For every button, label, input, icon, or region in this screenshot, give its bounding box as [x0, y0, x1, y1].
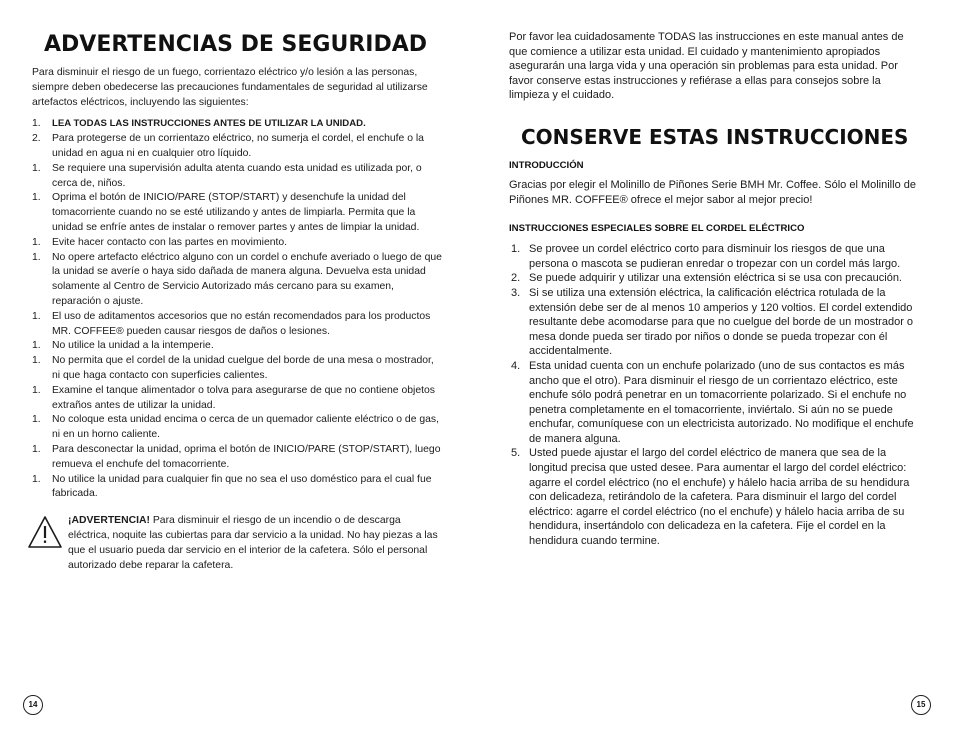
- item-number: 1.: [32, 384, 41, 396]
- page-number-left: 14: [23, 695, 43, 715]
- item-number: 4.: [511, 359, 521, 372]
- item-number: 1.: [32, 310, 41, 322]
- item-number: 2.: [32, 133, 41, 145]
- item-number: 1.: [32, 192, 41, 204]
- cord-instructions-heading: INSTRUCCIONES ESPECIALES SOBRE EL CORDEL ELÉCTRICO: [509, 223, 805, 235]
- item-text: No utilice la unidad para cualquier fin que no sea el uso doméstico para el cual fue fabricada.: [52, 473, 432, 500]
- safety-intro: Para disminuir el riesgo de un fuego, corrientazo eléctrico y/o lesión a las personas, siempre deben obedecerse las precauciones fundamentales de seguridad al utilizarse artefactos eléctricos, incluyendo las siguientes:: [32, 67, 428, 108]
- item-text: Examine el tanque alimentador o tolva para asegurarse de que no contiene objetos extraños antes de utilizar la unidad.: [52, 384, 435, 411]
- introduction-text: Gracias por elegir el Molinillo de Piñones Serie BMH Mr. Coffee. Sólo el Molinillo de Piñones MR. COFFEE® ofrece el mejor sabor al mejor precio!: [509, 178, 916, 206]
- item-text: El uso de aditamentos accesorios que no están recomendados para los productos MR. COFFEE® pueden causar riesgos de daños o lesiones.: [52, 310, 431, 337]
- item-number: 1.: [511, 243, 521, 256]
- item-text: Si se utiliza una extensión eléctrica, la calificación eléctrica rotulada de la extensión debe ser de al menos 10 amperios y 120 voltios. El cordel extendido resultante debe acomodarse para que no cuelgue del borde de un mostrador o mesa donde pueda ser tirado por niños o donde se pueda tropezar con él accidentalmente.: [529, 286, 914, 358]
- cord-instructions-list: [509, 242, 923, 548]
- list-item: [32, 132, 442, 162]
- list-item: [32, 162, 442, 192]
- item-text: No coloque esta unidad encima o cerca de un quemador caliente eléctrico o de gas, ni en un horno caliente.: [52, 414, 440, 441]
- list-item: [32, 251, 442, 310]
- left-page: [32, 30, 442, 573]
- item-number: 1.: [32, 473, 41, 485]
- list-item: [32, 339, 442, 354]
- introduction-heading: INTRODUCCIÓN: [509, 159, 584, 171]
- item-text: No opere artefacto eléctrico alguno con un cordel o enchufe averiado o luego de que la unidad se averíe o haya sido dañada de manera alguna. Devuelva esta unidad solamente al Centro de Servicio Autorizado más cercano para su examen, reparación o ajuste.: [52, 251, 442, 307]
- list-item: [32, 354, 442, 384]
- right-page: [509, 30, 923, 549]
- item-text: Se requiere una supervisión adulta atenta cuando esta unidad es utilizada por, o cerca de, niños.: [52, 162, 422, 189]
- item-text: Para protegerse de un corrientazo eléctrico, no sumerja el cordel, el enchufe o la unidad en agua ni en cualquier otro líquido.: [52, 133, 424, 159]
- item-number: 1.: [32, 443, 41, 455]
- item-text: Usted puede ajustar el largo del cordel eléctrico de manera que sea de la longitud precisa que usted desee. Para aumentar el largo del cordel eléctrico: agarre el cordel eléctrico (no el enchufe) y hálelo hacia arriba de su hendidura con delicadeza, retirándolo de la cafetera. Para disminuir el largo del cordel eléctrico: agarre el cordel eléctrico (no el enchufe) y hálelo hacia arriba de su hendidura, insertándolo con delicadeza en la cafetera. Fije el cordel en la hendidura cuando termine.: [529, 447, 910, 548]
- list-item: [32, 236, 442, 251]
- safety-warnings-title: ADVERTENCIAS DE SEGURIDAD: [44, 32, 428, 57]
- item-number: 1.: [32, 355, 41, 367]
- list-item: [509, 286, 923, 359]
- item-text: Para desconectar la unidad, oprima el botón de INICIO/PARE (STOP/START), luego remueva el enchufe del tomacorriente.: [52, 443, 441, 470]
- item-number: 1.: [32, 162, 41, 174]
- list-item: [32, 310, 442, 340]
- warning-triangle-icon: [27, 515, 68, 573]
- item-number: 1.: [32, 414, 41, 426]
- safety-list: [32, 117, 442, 502]
- page-number-right: 15: [911, 695, 931, 715]
- warning-notice: [32, 514, 442, 573]
- item-number: 1.: [32, 118, 41, 130]
- item-number: 1.: [32, 340, 41, 352]
- item-text: LEA TODAS LAS INSTRUCCIONES ANTES DE UTILIZAR LA UNIDAD.: [52, 118, 366, 130]
- keep-instructions-title: CONSERVE ESTAS INSTRUCCIONES: [521, 124, 909, 149]
- list-item: [509, 242, 923, 271]
- item-text: Esta unidad cuenta con un enchufe polarizado (uno de sus contactos es más ancho que el otro). Para disminuir el riesgo de un corrientazo eléctrico, este enchufe sólo podrá penetrar en un tomacorriente polarizado. Si el enchufe no penetra completamente en el tomacorriente, inviértalo. Si aún no se puede enchufar, comuníquese con un electricista autorizado. No modifique el enchufe de manera alguna.: [529, 359, 914, 445]
- item-number: 1.: [32, 236, 41, 248]
- item-text: No permita que el cordel de la unidad cuelgue del borde de una mesa o mostrador, ni que haga contacto con superficies calientes.: [52, 355, 434, 381]
- warning-text: [68, 514, 442, 573]
- list-item: [32, 191, 442, 235]
- list-item: [32, 413, 442, 443]
- list-item: [32, 443, 442, 473]
- item-number: 3.: [511, 286, 521, 299]
- list-item: [32, 473, 442, 503]
- item-text: No utilice la unidad a la intemperie.: [52, 340, 214, 352]
- item-text: Se provee un cordel eléctrico corto para disminuir los riesgos de que una persona o mascota se pudieran enredar o tropezar con un cordel más largo.: [529, 243, 901, 270]
- list-item: [509, 271, 923, 286]
- item-number: 1.: [32, 251, 41, 263]
- item-number: 5.: [511, 447, 521, 460]
- list-item: [32, 117, 442, 132]
- warning-label: ¡ADVERTENCIA!: [68, 515, 150, 527]
- list-item: [509, 446, 923, 548]
- item-number: 2.: [511, 272, 521, 285]
- warning-body: Para disminuir el riesgo de un incendio o de descarga eléctrica, noquite las cubiertas para dar servicio a la unidad. No hay piezas a las que el usuario pueda dar servicio en el interior de la cafetera. Sólo el personal autorizado debe reparar la cafetera.: [68, 515, 438, 571]
- list-item: [509, 359, 923, 447]
- item-text: Oprima el botón de INICIO/PARE (STOP/START) y desenchufe la unidad del tomacorriente cuando no se esté utilizando y antes de limpiarla. Permita que la unidad se enfríe antes de instalar o remover partes y antes de limpiar la unidad.: [52, 192, 420, 233]
- item-text: Evite hacer contacto con las partes en movimiento.: [52, 236, 288, 248]
- item-text: Se puede adquirir y utilizar una extensión eléctrica si se usa con precaución.: [529, 272, 902, 285]
- list-item: [32, 384, 442, 414]
- opening-paragraph: Por favor lea cuidadosamente TODAS las instrucciones en este manual antes de que comience a utilizar esta unidad. El cuidado y mantenimiento apropiados asegurarán una larga vida y una operación sin problemas para esta unidad. Por favor conserve estas instrucciones y refiérase a ellas para consejos sobre la limpieza y el cuidado.: [509, 31, 904, 102]
